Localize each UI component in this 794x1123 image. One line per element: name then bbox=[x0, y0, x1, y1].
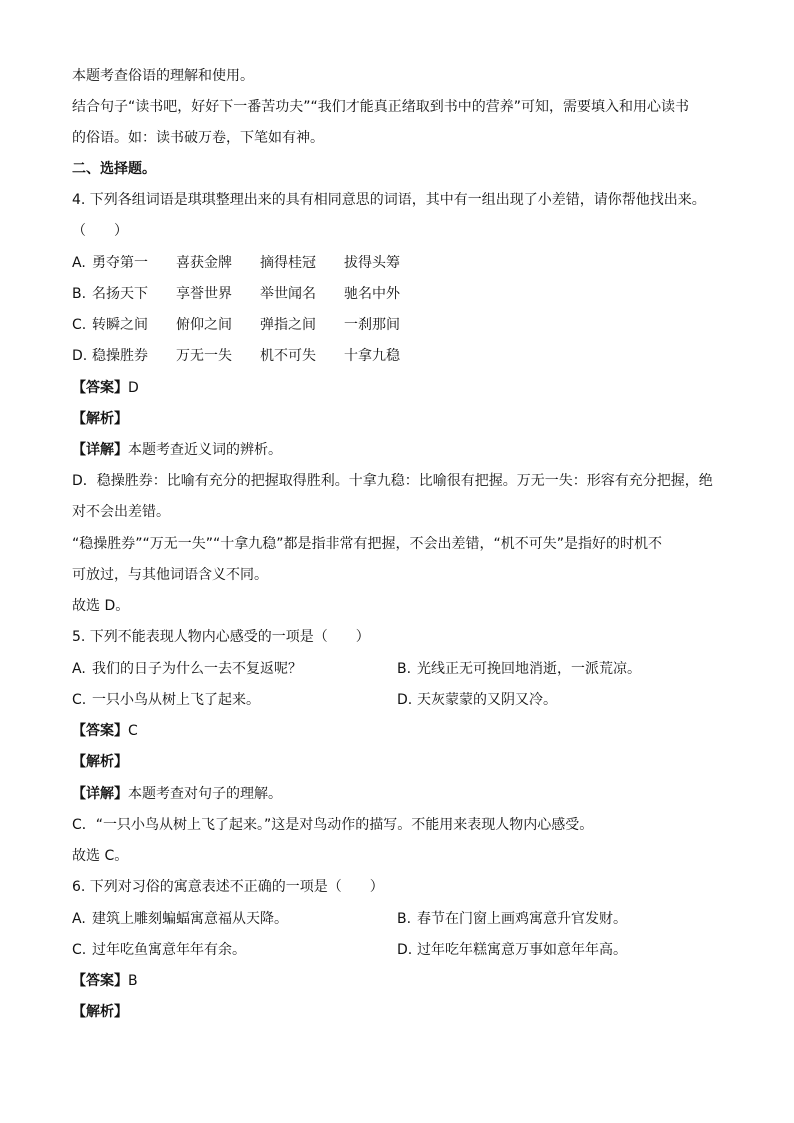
answer-value: B bbox=[128, 973, 138, 989]
option-text: 过年吃鱼寓意年年有余。 bbox=[92, 942, 246, 958]
option-word: 喜获金牌 bbox=[176, 255, 232, 271]
q4-explanation-3: “稳操胜券”“万无一失”“十拿九稳”都是指非常有把握，不会出差错，“机不可失”是指好的时机不 bbox=[72, 536, 663, 552]
option-label: D. bbox=[397, 942, 413, 958]
option-word: 举世闻名 bbox=[260, 286, 316, 302]
option-label: A. bbox=[72, 255, 86, 271]
option-label: A. bbox=[72, 661, 86, 677]
q6-analysis bbox=[72, 1003, 128, 1021]
option-word: 一刹那间 bbox=[344, 317, 400, 333]
option-text: 一只小鸟从树上飞了起来。 bbox=[92, 692, 260, 708]
q4-answer bbox=[72, 379, 139, 397]
option-text: 春节在门窗上画鸡寓意升官发财。 bbox=[417, 911, 627, 927]
option-text: 过年吃年糕寓意万事如意年年高。 bbox=[417, 942, 627, 958]
option-label: A. bbox=[72, 911, 86, 927]
option-label: C. bbox=[72, 942, 87, 958]
answer-value: D bbox=[128, 380, 139, 396]
option-label: B. bbox=[397, 661, 412, 677]
q6-answer bbox=[72, 972, 138, 990]
option-text: 天灰蒙蒙的又阴又冷。 bbox=[417, 692, 557, 708]
option-label: B. bbox=[72, 286, 87, 302]
answer-tag: 【答案】 bbox=[72, 380, 128, 396]
detail-tag: 【详解】 bbox=[72, 786, 128, 802]
q6-stem: 6. 下列对习俗的寓意表述不正确的一项是（ ） bbox=[72, 879, 384, 895]
detail-tag: 【详解】 bbox=[72, 442, 128, 458]
answer-tag: 【答案】 bbox=[72, 973, 128, 989]
section-title: 二、选择题。 bbox=[72, 161, 156, 177]
q5-analysis bbox=[72, 753, 128, 771]
detail-text: 本题考查对句子的理解。 bbox=[128, 786, 282, 802]
option-word: 勇夺第一 bbox=[92, 255, 148, 271]
option-word: 摘得桂冠 bbox=[260, 255, 316, 271]
q5-explanation-1: C．“一只小鸟从树上飞了起来。”这是对鸟动作的描写。不能用来表现人物内心感受。 bbox=[72, 817, 594, 833]
option-word: 稳操胜券 bbox=[92, 348, 148, 364]
option-word: 机不可失 bbox=[260, 348, 316, 364]
intro-line-1: 本题考查俗语的理解和使用。 bbox=[72, 68, 254, 84]
option-word: 驰名中外 bbox=[344, 286, 400, 302]
option-word: 拔得头筹 bbox=[344, 255, 400, 271]
q4-paren: （ ） bbox=[72, 223, 128, 239]
option-word: 弹指之间 bbox=[260, 317, 316, 333]
q4-explanation-1: D．稳操胜券：比喻有充分的把握取得胜利。十拿九稳：比喻很有把握。万无一失：形容有充分把握，绝 bbox=[72, 473, 713, 489]
analysis-tag: 【解析】 bbox=[72, 1004, 128, 1020]
option-word: 万无一失 bbox=[176, 348, 232, 364]
intro-line-2: 结合句子“读书吧，好好下一番苦功夫”“我们才能真正绪取到书中的营养”可知，需要填入和用心读书 bbox=[72, 99, 690, 115]
q4-analysis bbox=[72, 410, 128, 428]
option-label: B. bbox=[397, 911, 412, 927]
option-word: 名扬天下 bbox=[92, 286, 148, 302]
option-text: 光线正无可挽回地消逝，一派荒凉。 bbox=[417, 661, 641, 677]
option-word: 俯仰之间 bbox=[176, 317, 232, 333]
option-label: D. bbox=[72, 348, 88, 364]
q5-detail bbox=[72, 785, 282, 803]
option-label: C. bbox=[72, 317, 87, 333]
answer-value: C bbox=[128, 723, 138, 739]
detail-text: 本题考查近义词的辨析。 bbox=[128, 442, 282, 458]
q4-explanation-4: 可放过，与其他词语含义不同。 bbox=[72, 567, 268, 583]
option-word: 转瞬之间 bbox=[92, 317, 148, 333]
option-text: 建筑上雕刻蝙蝠寓意福从天降。 bbox=[92, 911, 288, 927]
analysis-tag: 【解析】 bbox=[72, 411, 128, 427]
option-label: C. bbox=[72, 692, 87, 708]
option-word: 十拿九稳 bbox=[344, 348, 400, 364]
q4-explanation-2: 对不会出差错。 bbox=[72, 504, 170, 520]
analysis-tag: 【解析】 bbox=[72, 754, 128, 770]
q5-stem: 5. 下列不能表现人物内心感受的一项是（ ） bbox=[72, 629, 370, 645]
q5-answer bbox=[72, 722, 138, 740]
q4-stem: 4. 下列各组词语是琪琪整理出来的具有相同意思的词语，其中有一组出现了小差错，请你帮他找出来。 bbox=[72, 192, 706, 208]
option-word: 享誉世界 bbox=[176, 286, 232, 302]
answer-tag: 【答案】 bbox=[72, 723, 128, 739]
q4-conclusion: 故选 D。 bbox=[72, 598, 130, 614]
option-text: 我们的日子为什么一去不复返呢？ bbox=[92, 661, 302, 677]
q5-conclusion: 故选 C。 bbox=[72, 848, 129, 864]
option-label: D. bbox=[397, 692, 413, 708]
q4-detail bbox=[72, 441, 282, 459]
intro-line-3: 的俗语。如：读书破万卷，下笔如有神。 bbox=[72, 130, 324, 146]
